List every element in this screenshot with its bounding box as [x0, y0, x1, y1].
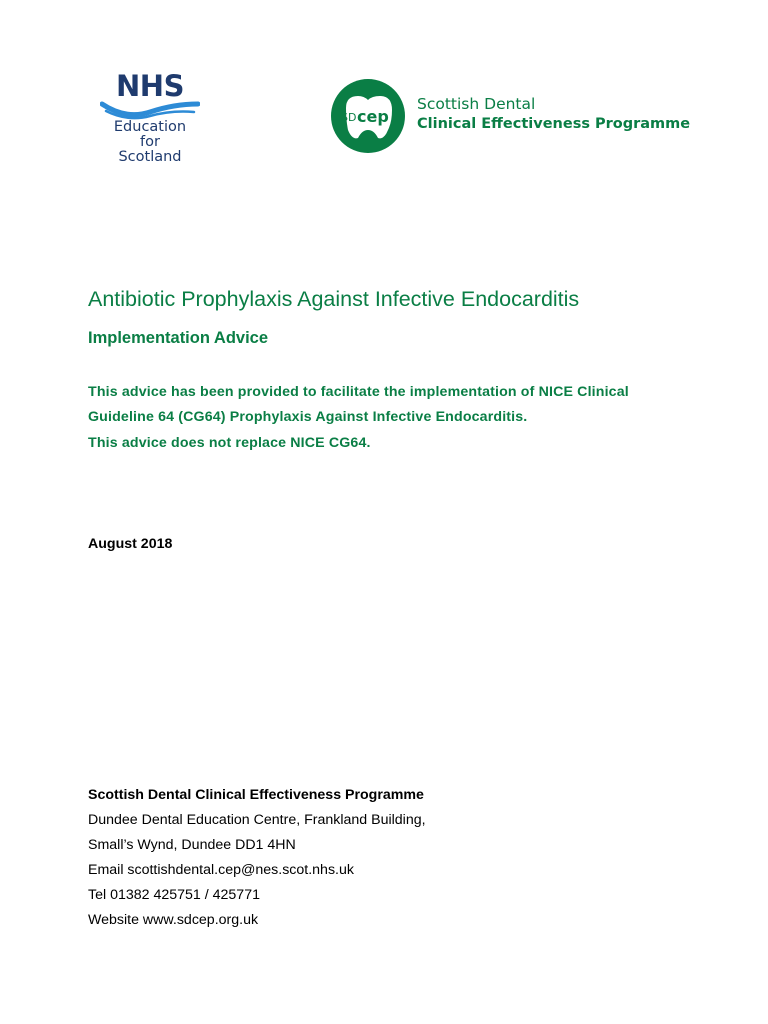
contact-website: Website www.sdcep.org.uk: [88, 912, 259, 928]
sdcep-logo-line1: Scottish Dental: [417, 95, 536, 113]
nhs-logo-line2: for: [140, 134, 160, 150]
contact-organisation: Scottish Dental Clinical Effectiveness Programme: [88, 787, 424, 803]
advice-line-1: This advice has been provided to facilitate the implementation of NICE Clinical: [88, 384, 629, 400]
document-subtitle: Implementation Advice: [88, 329, 269, 347]
sdcep-badge-cep: cep: [357, 107, 389, 126]
sdcep-logo-line2: Clinical Effectiveness Programme: [417, 116, 691, 132]
contact-tel: Tel 01382 425751 / 425771: [88, 887, 260, 903]
sdcep-logo: [314, 78, 691, 156]
contact-address-line2: Small’s Wynd, Dundee DD1 4HN: [88, 837, 296, 853]
contact-email: Email scottishdental.cep@nes.scot.nhs.uk: [88, 862, 354, 878]
nhs-logo-line3: Scotland: [118, 149, 182, 165]
nhs-logo-line1: Education: [113, 119, 187, 135]
nhs-education-scotland-logo: [98, 70, 206, 170]
advice-line-2: Guideline 64 (CG64) Prophylaxis Against Infective Endocarditis.: [88, 409, 528, 425]
sdcep-badge-icon: [324, 78, 414, 156]
nhs-logo-word: NHS: [116, 69, 184, 103]
document-title: Antibiotic Prophylaxis Against Infective Endocarditis: [88, 287, 580, 311]
document-date: August 2018: [88, 536, 173, 552]
contact-address-line1: Dundee Dental Education Centre, Frankland Building,: [88, 812, 426, 828]
sdcep-badge-sd: SD: [341, 111, 357, 124]
advice-line-3: This advice does not replace NICE CG64.: [88, 435, 371, 451]
